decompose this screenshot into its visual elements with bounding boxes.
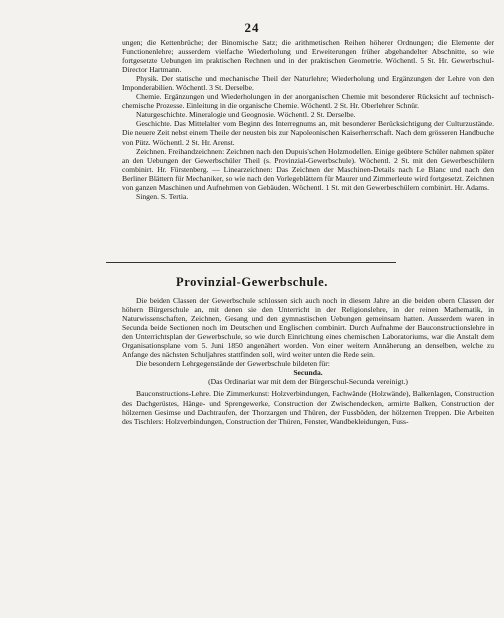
section-heading: Provinzial-Gewerbschule. (176, 275, 328, 289)
paragraph-mathematics: ungen; die Kettenbrüche; der Binomische Satz; die arithmetischen Reihen höherer Ordnungen; die Elemente der Functionenlehre; ausserdem vielfache Wiederholung und Erweiterungen früher abgehandelter Abschnitte, so wie fortgesetzte Uebungen im praktischen Rechnen und in der praktischen Geometrie. Wöchentl. 5 St. Hr. Gewerbschul-Director Hartmann. (122, 38, 494, 75)
class-note: (Das Ordinariat war mit dem der Bürgerschul-Secunda vereinigt.) (208, 377, 408, 387)
paragraph-subjects: Die besondern Lehrgegenstände der Gewerbschule bildeten für: (136, 359, 330, 369)
paragraph-physics: Physik. Der statische und mechanische Theil der Naturlehre; Wiederholung und Ergänzungen der Lehre von den Imponderabilien. Wöchentl. 3 St. Derselbe. (122, 74, 494, 93)
paragraph-history: Geschichte. Das Mittelalter vom Beginn des Interregnums an, mit besonderer Berücksichtigung der Culturzustände. Die neuere Zeit nebst einem Theile der neusten bis zur Napoleonischen Kaiserherrschaft. Nach dem grösseren Handbuche von Pütz. Wöchentl. 2 St. Hr. Arenst. (122, 119, 494, 147)
class-title: Secunda. (293, 368, 323, 378)
lower-text-block (122, 296, 494, 426)
paragraph-chemistry: Chemie. Ergänzungen und Wiederholungen in der anorganischen Chemie mit besonderer Rücksicht auf technisch-chemische Prozesse. Einleitung in die organische Chemie. Wöchentl. 2 St. Hr. Oberlehrer Schnür. (122, 92, 494, 111)
section-divider-rule (106, 262, 396, 263)
paragraph-drawing: Zeichnen. Freihandzeichnen: Zeichnen nach den Dupuis'schen Holzmodellen. Einige geübtere Schüler nahmen später an den Uebungen der Gewerbschüler Theil (s. Provinzial-Gewerbschule). Wöchentl. 2 St. mit den Gewerbeschülern combinirt. Hr. Fürstenberg. — Linearzeichnen: Das Zeichnen der Maschinen-Details nach Le Blanc und nach den Berliner Blättern für Mechaniker, so wie nach den Vorlegeblättern für Maurer und Zimmerleute wird fortgesetzt. Zeichnen von ganzen Maschinen und Aufnehmen von Gebäuden. Wöchentl. 1 St. mit den Gewerbeschülern combinirt. Hr. Adams. (122, 146, 495, 192)
top-text-block (122, 38, 494, 201)
page-number: 24 (244, 20, 260, 35)
paragraph-construction: Bauconstructions-Lehre. Die Zimmerkunst: Holzverbindungen, Fachwände (Holzwände), Balkenlagen, Construction des Dachgerüstes, Hänge- und Sprengewerke, Construction der Zwischendecken, armirte Balken, Construction der hölzernen Gesimse und Dachtraufen, der Thorzargen und Thüren, der Fussböden, der hölzernen Treppen. Die Arbeiten des Tischlers: Holzverbindungen, Construction der Thüren, Fenster, Wandbekleidungen, Fuss- (122, 389, 494, 426)
paragraph-natural-history: Naturgeschichte. Mineralogie und Geognosie. Wöchentl. 2 St. Derselbe. (136, 110, 356, 120)
paragraph-intro: Die beiden Classen der Gewerbschule schlossen sich auch noch in diesem Jahre an die beiden obern Classen der höhern Bürgerschule an, mit denen sie den Unterricht in der Religionslehre, in der reinen Mathematik, in Naturwissenschaften, Zeichnen, Gesang und den gymnastischen Uebungen gemeinsam hatten. Ausserdem waren in Secunda beide Sectionen noch im Deutschen und Englischen combinirt. Durch Aufnahme der Bauconstructionslehre in den Unterrichtsplan der Gewerbschule, so wie durch Einrichtung eines chemischen Laboratoriums, war die Anstalt dem Organisationsplane vom 5. Juni 1850 angenähert worden. Von einer weitern Annäherung an denselben, welche zu Anfange des nächsten Schuljahres stattfinden soll, wird weiter unten die Rede sein. (122, 296, 494, 360)
paragraph-singing: Singen. S. Tertia. (136, 191, 189, 201)
